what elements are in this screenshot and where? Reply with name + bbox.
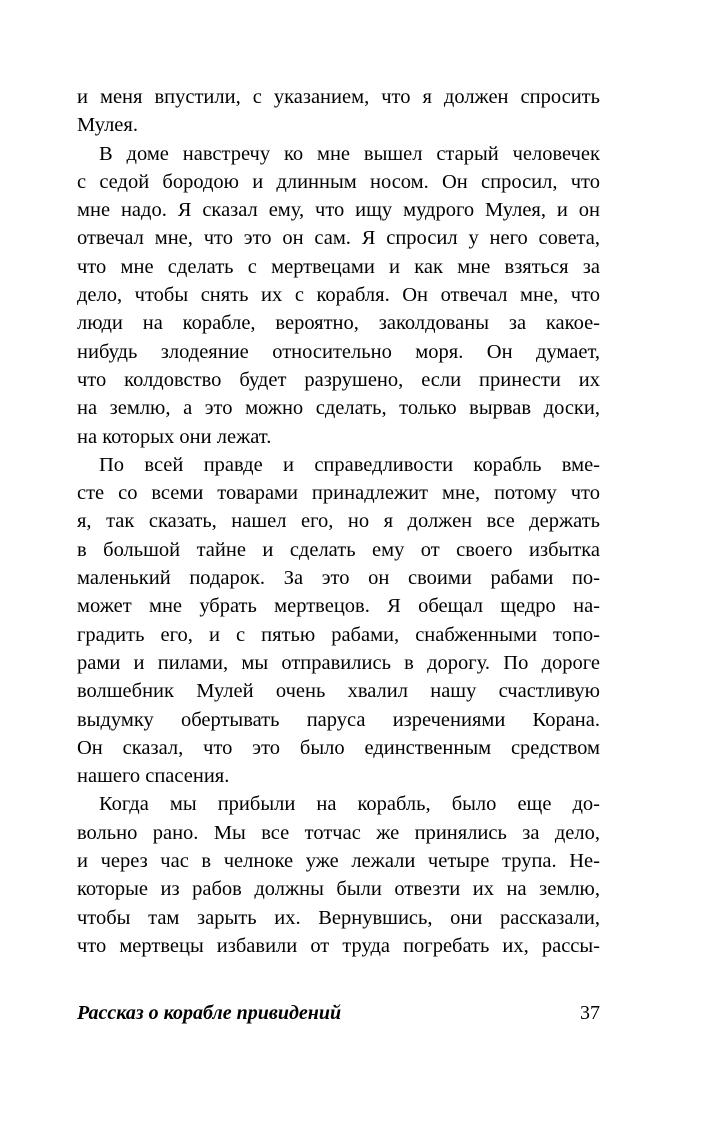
text-line: которые из рабов должны были отвезти их на землю,	[77, 878, 600, 901]
text-line: и меня впустили, с указанием, что я должен спросить	[77, 86, 600, 108]
text-line: с седой бородою и длинным носом. Он спросил, что	[77, 170, 600, 193]
text-line: люди на корабле, вероятно, заколдованы за какое-	[77, 312, 600, 335]
text-line: и через час в челноке уже лежали четыре трупа. Не-	[77, 850, 600, 873]
running-title: Рассказ о корабле привидений	[77, 1002, 342, 1024]
text-line: что мне сделать с мертвецами и как мне взяться за	[77, 255, 600, 278]
text-line: По всей правде и справедливости корабль вме-	[99, 453, 600, 476]
text-line: нибудь злодеяние относительно моря. Он думает,	[77, 340, 600, 363]
text-line: В доме навстречу ко мне вышел старый человечек	[99, 142, 600, 165]
paragraph	[77, 140, 600, 451]
text-line: волшебник Мулей очень хвалил нашу счастливую	[77, 680, 600, 703]
text-line: нашего спасения.	[77, 765, 230, 788]
text-line: Он сказал, что это было единственным средством	[77, 736, 600, 759]
text-line: что мертвецы избавили от труда погребать их, рассы-	[77, 934, 600, 957]
text-line: я, так сказать, нашел его, но я должен все держать	[77, 510, 600, 533]
paragraph	[77, 451, 600, 791]
text-line: Мулея.	[77, 114, 138, 137]
text-line: может мне убрать мертвецов. Я обещал щедро на-	[77, 595, 600, 618]
body-text	[77, 83, 600, 960]
text-line: отвечал мне, что это он сам. Я спросил у него совета,	[77, 227, 600, 250]
text-line: рами и пилами, мы отправились в дорогу. По дороге	[77, 651, 600, 674]
text-line: дело, чтобы снять их с корабля. Он отвечал мне, что	[77, 284, 600, 307]
text-line: мне надо. Я сказал ему, что ищу мудрого Мулея, и он	[77, 199, 600, 222]
text-line: в большой тайне и сделать ему от своего избытка	[77, 538, 600, 561]
text-line: выдумку обертывать паруса изречениями Корана.	[77, 708, 600, 731]
paragraph	[77, 790, 600, 960]
text-line: Когда мы прибыли на корабль, было еще до-	[99, 793, 600, 816]
text-line: маленький подарок. За это он своими рабами по-	[77, 567, 600, 590]
text-line: сте со всеми товарами принадлежит мне, потому что	[77, 482, 600, 505]
text-line: чтобы там зарыть их. Вернувшись, они рассказали,	[77, 906, 600, 929]
text-line: градить его, и с пятью рабами, снабженными топо-	[77, 623, 600, 646]
text-line: что колдовство будет разрушено, если принести их	[77, 368, 600, 391]
paragraph	[77, 83, 600, 140]
text-line: на землю, а это можно сделать, только вырвав доски,	[77, 397, 600, 420]
page-footer	[77, 999, 600, 1027]
page-number: 37	[580, 1002, 600, 1024]
text-line: на которых они лежат.	[77, 425, 272, 448]
text-line: вольно рано. Мы все тотчас же принялись за дело,	[77, 821, 600, 844]
